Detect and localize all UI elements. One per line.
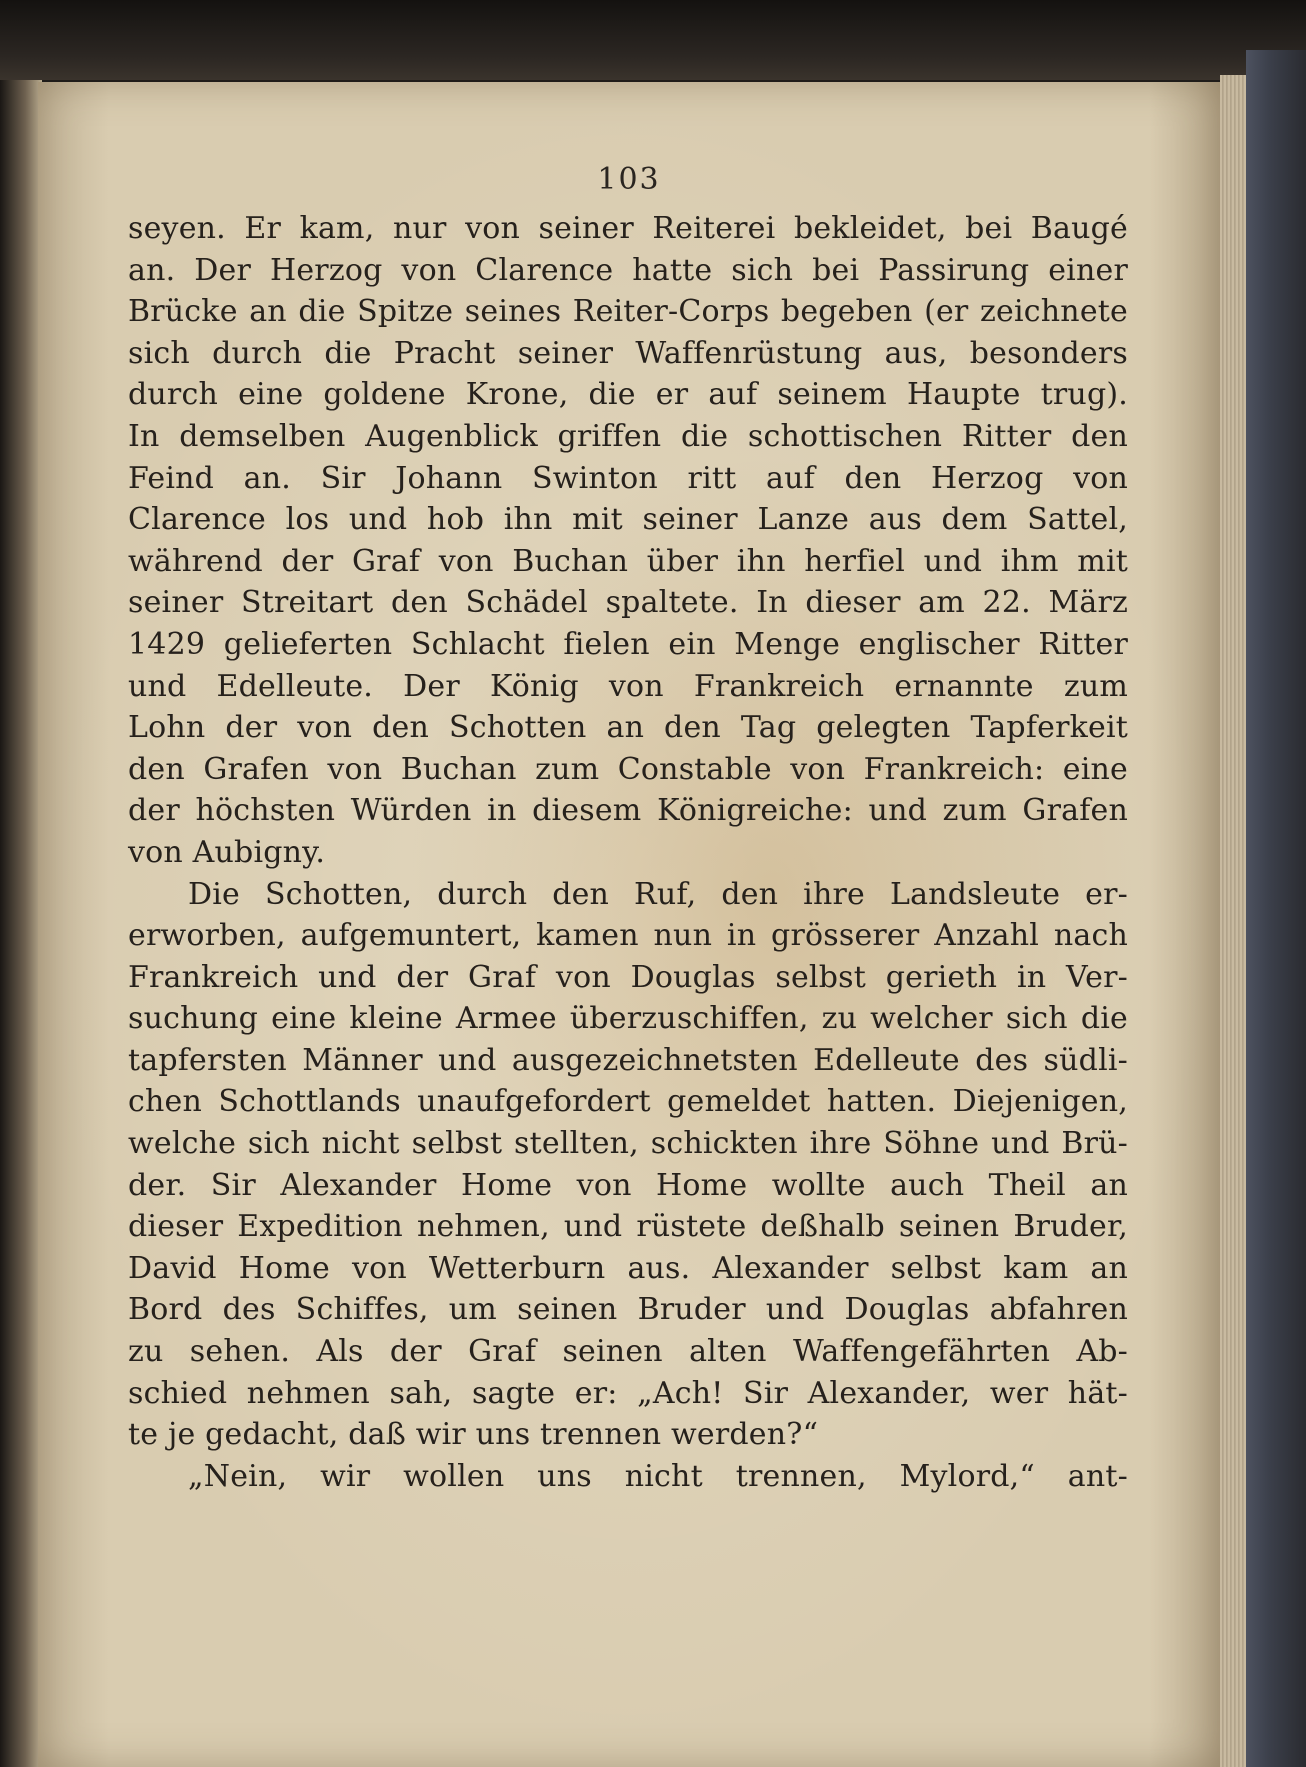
- page-number: 103: [597, 162, 661, 197]
- previous-page-edge: [0, 80, 42, 1767]
- text-line: te je gedacht, daß wir uns trennen werden?“: [128, 1417, 819, 1453]
- book-cover-edge: [1246, 50, 1306, 1767]
- text-line: David Home von Wetterburn aus. Alexander selbst kam an: [128, 1250, 1128, 1286]
- text-line: „Nein, wir wollen uns nicht trennen, Mylord,“ ant-: [188, 1458, 1128, 1494]
- text-line: von Aubigny.: [128, 834, 326, 870]
- binding-top: [0, 0, 1306, 80]
- text-line: Brücke an die Spitze seines Reiter-Corps begeben (er zeichnete: [128, 294, 1128, 330]
- book-page: [38, 82, 1220, 1767]
- text-line: der höchsten Würden in diesem Königreiche: und zum Grafen: [128, 793, 1128, 829]
- text-line: erworben, aufgemuntert, kamen nun in grösserer Anzahl nach: [128, 918, 1128, 954]
- text-line: tapfersten Männer und ausgezeichnetsten Edelleute des südli-: [128, 1042, 1128, 1078]
- text-line: seiner Streitart den Schädel spaltete. In dieser am 22. März: [128, 585, 1128, 621]
- text-line: Bord des Schiffes, um seinen Bruder und Douglas abfahren: [128, 1292, 1128, 1328]
- text-line: Lohn der von den Schotten an den Tag gelegten Tapferkeit: [128, 710, 1128, 746]
- text-line: 1429 gelieferten Schlacht fielen ein Menge englischer Ritter: [128, 626, 1128, 662]
- page-stack-edge: [1220, 75, 1246, 1767]
- text-line: Clarence los und hob ihn mit seiner Lanze aus dem Sattel,: [128, 502, 1128, 538]
- text-line: schied nehmen sah, sagte er: „Ach! Sir Alexander, wer hät-: [128, 1375, 1128, 1411]
- text-line: sich durch die Pracht seiner Waffenrüstung aus, besonders: [128, 335, 1128, 371]
- text-line: Frankreich und der Graf von Douglas selbst gerieth in Ver-: [128, 959, 1128, 995]
- text-line: den Grafen von Buchan zum Constable von Frankreich: eine: [128, 751, 1128, 787]
- text-line: In demselben Augenblick griffen die schottischen Ritter den: [128, 418, 1128, 454]
- text-line: der. Sir Alexander Home von Home wollte auch Theil an: [128, 1167, 1128, 1203]
- body-text: [128, 208, 1128, 1497]
- text-line: suchung eine kleine Armee überzuschiffen, zu welcher sich die: [128, 1001, 1128, 1037]
- text-line: seyen. Er kam, nur von seiner Reiterei bekleidet, bei Baugé: [128, 211, 1128, 246]
- text-line: chen Schottlands unaufgefordert gemeldet hatten. Diejenigen,: [128, 1084, 1128, 1120]
- text-line: zu sehen. Als der Graf seinen alten Waffengefährten Ab-: [128, 1334, 1128, 1370]
- text-line: Feind an. Sir Johann Swinton ritt auf den Herzog von: [128, 460, 1128, 496]
- text-line: durch eine goldene Krone, die er auf seinem Haupte trug).: [128, 377, 1128, 413]
- text-line: dieser Expedition nehmen, und rüstete deßhalb seinen Bruder,: [128, 1209, 1128, 1245]
- text-line: an. Der Herzog von Clarence hatte sich bei Passirung einer: [128, 252, 1128, 288]
- text-line: und Edelleute. Der König von Frankreich ernannte zum: [128, 668, 1128, 704]
- text-line: während der Graf von Buchan über ihn herfiel und ihm mit: [128, 543, 1128, 579]
- text-line: Die Schotten, durch den Ruf, den ihre Landsleute er-: [188, 876, 1128, 912]
- text-line: welche sich nicht selbst stellten, schickten ihre Söhne und Brü-: [128, 1126, 1128, 1162]
